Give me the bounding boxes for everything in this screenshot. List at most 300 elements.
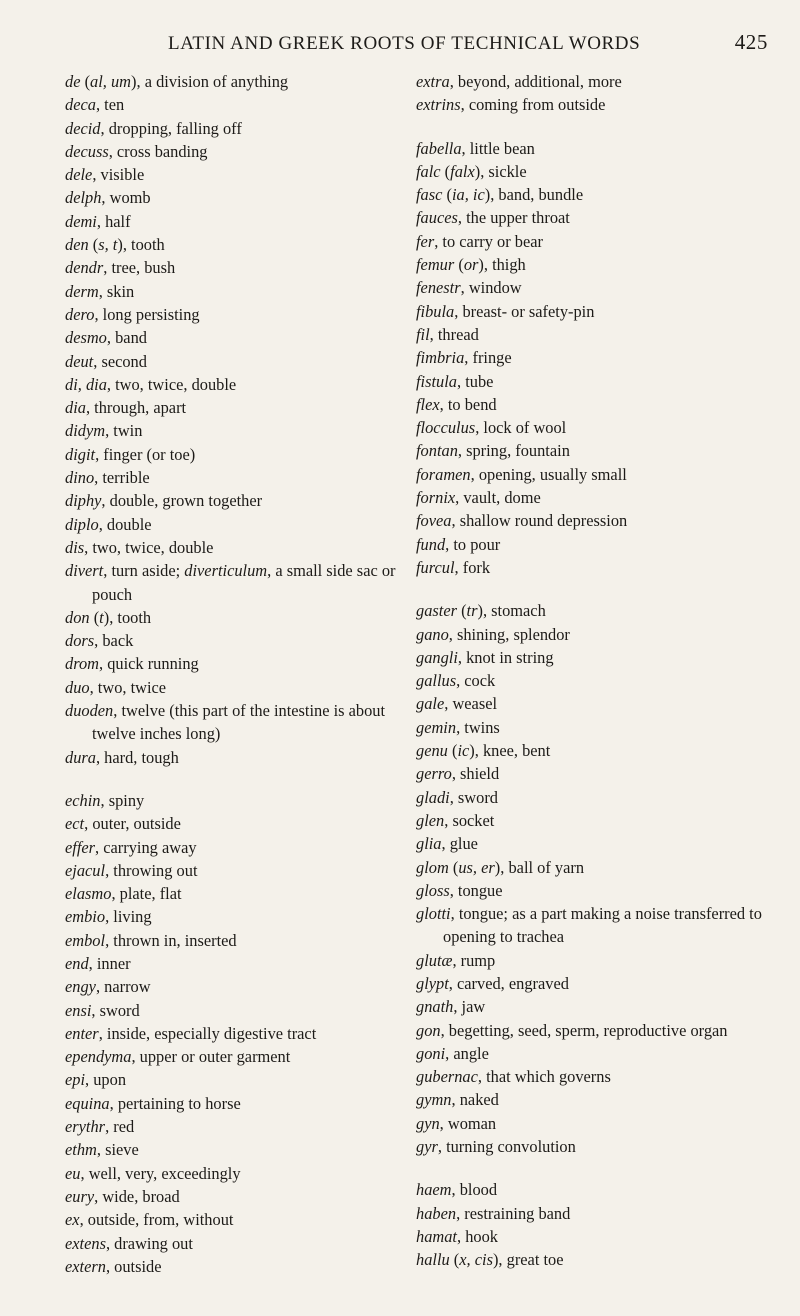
glossary-entry: embio, living <box>65 907 152 927</box>
glossary-entry: fimbria, fringe <box>416 348 512 368</box>
entry-term: demi <box>65 211 97 231</box>
entry-term: fer <box>416 231 435 251</box>
entry-definition: twelve (this part of the intestine is about twelve inches long) <box>92 701 386 744</box>
glossary-entry: eury, wide, broad <box>65 1186 180 1206</box>
glossary-entry: fauces, the upper throat <box>416 208 570 228</box>
entry-term: gubernac <box>416 1067 478 1087</box>
glossary-entry: gemin, twins <box>416 717 500 737</box>
glossary-entry: fovea, shallow round depression <box>416 511 628 531</box>
entry-term: digit <box>65 444 96 464</box>
entry-definition: carrying away <box>103 837 197 857</box>
entry-definition: thread <box>437 324 479 344</box>
glossary-entry: glypt, carved, engraved <box>416 973 569 993</box>
entry-definition: inner <box>96 953 131 973</box>
glossary-entry: decuss, cross banding <box>65 141 208 161</box>
glossary-entry: divert, turn aside; diverticulum, a small side sac or pouch <box>65 561 396 604</box>
entry-definition: stomach <box>491 601 546 621</box>
entry-term: eury <box>65 1186 95 1206</box>
glossary-entry: glen, socket <box>416 810 495 830</box>
entry-definition: pertaining to horse <box>117 1093 241 1113</box>
entry-variants: x, cis <box>459 1250 493 1270</box>
entry-variants: us, er <box>458 857 495 877</box>
glossary-entry: fistula, tube <box>416 371 494 391</box>
entry-variants: t <box>99 607 104 627</box>
entry-term: embol <box>65 930 106 950</box>
glossary-entry: fenestr, window <box>416 278 522 298</box>
glossary-entry: gale, weasel <box>416 694 498 714</box>
entry-definition: to pour <box>453 534 501 554</box>
entry-term: epi <box>65 1070 86 1090</box>
entry-term: gnath <box>416 997 454 1017</box>
entry-definition: outside <box>114 1256 162 1276</box>
entry-definition: back <box>102 631 134 651</box>
entry-definition: upon <box>93 1070 127 1090</box>
glossary-entry: erythr, red <box>65 1117 135 1137</box>
entry-term: gallus <box>416 671 457 691</box>
glossary-entry: hamat, hook <box>416 1226 498 1246</box>
entry-definition: twin <box>113 421 143 441</box>
entry-definition: thrown in, inserted <box>113 930 237 950</box>
glossary-entry: flocculus, lock of wool <box>416 418 567 438</box>
entry-term: fimbria <box>416 348 465 368</box>
glossary-entry: demi, half <box>65 211 131 231</box>
entry-definition: glue <box>449 834 478 854</box>
glossary-entry: enter, inside, especially digestive tract <box>65 1023 317 1043</box>
entry-definition: plate, flat <box>119 884 182 904</box>
entry-definition: twins <box>464 717 500 737</box>
entry-definition: finger (or toe) <box>103 444 196 464</box>
entry-term: deca <box>65 95 96 115</box>
entry-definition: shining, splendor <box>456 624 570 644</box>
entry-term: gon <box>416 1020 441 1040</box>
entry-term: hamat <box>416 1226 457 1246</box>
entry-definition: ten <box>104 95 125 115</box>
entry-term: extens <box>65 1233 106 1253</box>
entry-definition: hook <box>465 1226 498 1246</box>
glossary-entry: gnath, jaw <box>416 997 486 1017</box>
entry-term: fontan <box>416 441 458 461</box>
entry-definition: to carry or bear <box>442 231 543 251</box>
entry-variants: s, t <box>98 235 118 255</box>
entry-term: drom <box>65 654 99 674</box>
entry-term: derm <box>65 281 99 301</box>
glossary-entry: ependyma, upper or outer garment <box>65 1047 291 1067</box>
glossary-entry: fer, to carry or bear <box>416 231 543 251</box>
glossary-entry: dele, visible <box>65 165 145 185</box>
entry-definition: carved, engraved <box>456 973 569 993</box>
glossary-entry: de (al, um), a division of anything <box>65 72 289 91</box>
entry-term: dendr <box>65 258 104 278</box>
entry-definition: cock <box>464 671 496 691</box>
entry-term: fauces <box>416 208 458 228</box>
entry-term: dele <box>65 165 93 185</box>
entry-definition: half <box>105 211 131 231</box>
entry-definition: living <box>113 907 152 927</box>
entry-term: equina <box>65 1093 110 1113</box>
entry-term: gerro <box>416 764 452 784</box>
entry-term: fibula <box>416 301 455 321</box>
entry-term: gemin <box>416 717 457 737</box>
entry-definition: breast- or safety-pin <box>462 301 595 321</box>
entry-definition: begetting, seed, sperm, reproductive organ <box>448 1020 728 1040</box>
entry-term: glypt <box>416 973 449 993</box>
entry-definition: restraining band <box>464 1203 571 1223</box>
entry-definition: turning convolution <box>446 1137 576 1157</box>
entry-definition: spring, fountain <box>466 441 570 461</box>
entry-definition: jaw <box>461 997 486 1017</box>
glossary-entry: desmo, band <box>65 328 147 348</box>
entry-term: didym <box>65 421 106 441</box>
entry-term: flocculus <box>416 418 476 438</box>
entry-term: fund <box>416 534 446 554</box>
entry-definition: womb <box>109 188 151 208</box>
entry-definition: opening, usually small <box>478 464 627 484</box>
glossary-entry: gubernac, that which governs <box>416 1067 611 1087</box>
entry-definition: red <box>113 1117 135 1137</box>
glossary-entry: fund, to pour <box>416 534 501 554</box>
entry-definition: rump <box>460 950 496 970</box>
entry-term: gyn <box>416 1113 440 1133</box>
entry-term: dia <box>65 398 86 418</box>
section-gap <box>65 769 405 789</box>
entry-definition: long persisting <box>102 304 200 324</box>
entry-definition: great toe <box>506 1250 564 1270</box>
entry-term: dors <box>65 631 95 651</box>
entry-term: fasc <box>416 185 443 205</box>
glossary-entry: equina, pertaining to horse <box>65 1093 241 1113</box>
glossary-entry: digit, finger (or toe) <box>65 444 196 464</box>
entry-extra-definition: a small side sac or pouch <box>92 561 396 604</box>
glossary-entry: embol, thrown in, inserted <box>65 930 237 950</box>
entry-term: glutæ <box>416 950 453 970</box>
entry-term: fovea <box>416 511 452 531</box>
entry-term: fistula <box>416 371 457 391</box>
section-gap <box>416 1158 776 1178</box>
entry-term: duoden <box>65 701 114 721</box>
entry-definition: quick running <box>107 654 199 674</box>
glossary-entry: falc (falx), sickle <box>416 161 527 181</box>
entry-definition: woman <box>447 1113 497 1133</box>
entry-term: ensi <box>65 1000 92 1020</box>
entry-definition: cross banding <box>116 141 208 161</box>
entry-definition: tree, bush <box>111 258 176 278</box>
entry-term: end <box>65 953 89 973</box>
entry-definition: dropping, falling off <box>108 118 242 138</box>
entry-definition: weasel <box>452 694 498 714</box>
glossary-entry: gladi, sword <box>416 787 498 807</box>
glossary-entry: fontan, spring, fountain <box>416 441 570 461</box>
entry-definition: band <box>115 328 147 348</box>
entry-definition: sword <box>457 787 498 807</box>
glossary-entry: epi, upon <box>65 1070 127 1090</box>
glossary-entry: diplo, double <box>65 514 152 534</box>
entry-term: desmo <box>65 328 107 348</box>
entry-definition: two, twice, double <box>115 374 237 394</box>
glossary-entry: ejacul, throwing out <box>65 860 198 880</box>
entry-definition: turn aside; <box>111 561 181 581</box>
entry-term: gangli <box>416 647 458 667</box>
glossary-entry: di, dia, two, twice, double <box>65 374 237 394</box>
glossary-entry: haben, restraining band <box>416 1203 571 1223</box>
entry-definition: two, twice <box>97 677 167 697</box>
glossary-entry: didym, twin <box>65 421 143 441</box>
glossary-entry: gallus, cock <box>416 671 496 691</box>
entry-definition: visible <box>100 165 145 185</box>
entry-definition: lock of wool <box>483 418 567 438</box>
entry-term: de <box>65 72 81 91</box>
right-column <box>416 70 776 1272</box>
glossary-entry: decid, dropping, falling off <box>65 118 242 138</box>
entry-term: duo <box>65 677 90 697</box>
entry-term: glia <box>416 834 442 854</box>
entry-definition: sword <box>99 1000 140 1020</box>
glossary-entry: drom, quick running <box>65 654 199 674</box>
glossary-entry: extens, drawing out <box>65 1233 193 1253</box>
entry-term: fabella <box>416 138 462 158</box>
glossary-entry: fibula, breast- or safety-pin <box>416 301 595 321</box>
entry-term: elasmo <box>65 884 112 904</box>
entry-definition: that which governs <box>486 1067 611 1087</box>
glossary-entry: hallu (x, cis), great toe <box>416 1250 564 1270</box>
entry-term: decid <box>65 118 101 138</box>
glossary-entry: glia, glue <box>416 834 478 854</box>
glossary-entry: flex, to bend <box>416 394 497 414</box>
glossary-entry: fil, thread <box>416 324 479 344</box>
entry-term: dura <box>65 747 96 767</box>
entry-term: enter <box>65 1023 99 1043</box>
entry-definition: double, grown together <box>109 491 263 511</box>
glossary-entry: duo, two, twice <box>65 677 167 697</box>
entry-definition: through, apart <box>94 398 187 418</box>
entry-term: delph <box>65 188 102 208</box>
entry-term: echin <box>65 790 101 810</box>
entry-definition: shallow round depression <box>459 511 628 531</box>
entry-term: dis <box>65 537 85 557</box>
entry-term: gaster <box>416 601 457 621</box>
glossary-entry: glotti, tongue; as a part making a noise transferred to opening to trachea <box>416 904 762 947</box>
glossary-entry: furcul, fork <box>416 557 491 577</box>
entry-definition: well, very, exceedingly <box>88 1163 241 1183</box>
entry-variants: falx <box>450 161 475 181</box>
entry-definition: to bend <box>447 394 497 414</box>
entry-definition: skin <box>106 281 135 301</box>
page-number: 425 <box>734 30 768 54</box>
entry-term: erythr <box>65 1117 106 1137</box>
left-column <box>65 70 405 1278</box>
glossary-entry: fornix, vault, dome <box>416 488 541 508</box>
glossary-entry: elasmo, plate, flat <box>65 884 182 904</box>
glossary-entry: gaster (tr), stomach <box>416 601 546 621</box>
entry-term: fil <box>416 324 430 344</box>
entry-term: hallu <box>416 1250 450 1270</box>
glossary-entry: gyr, turning convolution <box>416 1137 576 1157</box>
entry-definition: fork <box>462 557 491 577</box>
glossary-entry: end, inner <box>65 953 131 973</box>
entry-definition: window <box>468 278 522 298</box>
glossary-entry: dendr, tree, bush <box>65 258 176 278</box>
glossary-entry: goni, angle <box>416 1043 489 1063</box>
entry-term: deut <box>65 351 94 371</box>
glossary-entry: don (t), tooth <box>65 607 152 627</box>
glossary-entry: glom (us, er), ball of yarn <box>416 857 585 877</box>
entry-definition: vault, dome <box>463 488 541 508</box>
glossary-entry: engy, narrow <box>65 977 151 997</box>
glossary-entry: gon, begetting, seed, sperm, reproductive organ <box>416 1020 728 1040</box>
entry-term: engy <box>65 977 96 997</box>
entry-term: genu <box>416 741 448 761</box>
entry-term: glen <box>416 810 445 830</box>
entry-definition: two, twice, double <box>92 537 214 557</box>
entry-term: goni <box>416 1043 446 1063</box>
entry-definition: throwing out <box>113 860 198 880</box>
entry-variants: ia, ic <box>451 185 485 205</box>
entry-term: divert <box>65 561 104 581</box>
entry-term: haem <box>416 1180 452 1200</box>
glossary-entry: fasc (ia, ic), band, bundle <box>416 185 584 205</box>
entry-term: dino <box>65 468 95 488</box>
glossary-entry: extra, beyond, additional, more <box>416 72 622 91</box>
entry-term: eu <box>65 1163 81 1183</box>
glossary-entry: diphy, double, grown together <box>65 491 263 511</box>
glossary-entry: extrins, coming from outside <box>416 95 606 115</box>
entry-term: embio <box>65 907 106 927</box>
glossary-entry: duoden, twelve (this part of the intestine is about twelve inches long) <box>65 701 386 744</box>
entry-definition: spiny <box>108 790 145 810</box>
entry-definition: fringe <box>472 348 512 368</box>
glossary-entry: ex, outside, from, without <box>65 1210 234 1230</box>
glossary-entry: ethm, sieve <box>65 1140 139 1160</box>
glossary-entry: deca, ten <box>65 95 125 115</box>
entry-term: gloss <box>416 880 450 900</box>
entry-term: den <box>65 235 89 255</box>
entry-term: foramen <box>416 464 471 484</box>
glossary-entry: genu (ic), knee, bent <box>416 741 551 761</box>
entry-term: fenestr <box>416 278 461 298</box>
glossary-entry: gerro, shield <box>416 764 500 784</box>
entry-term: ejacul <box>65 860 106 880</box>
entry-definition: double <box>106 514 152 534</box>
running-title: LATIN AND GREEK ROOTS OF TECHNICAL WORDS <box>168 33 641 54</box>
entry-definition: shield <box>460 764 500 784</box>
glossary-entry: effer, carrying away <box>65 837 197 857</box>
entry-term: falc <box>416 161 441 181</box>
entry-definition: tooth <box>131 235 165 255</box>
entry-term: ect <box>65 814 85 834</box>
glossary-entry: dero, long persisting <box>65 304 200 324</box>
entry-definition: outer, outside <box>92 814 181 834</box>
entry-term: decuss <box>65 141 109 161</box>
entry-definition: sieve <box>105 1140 139 1160</box>
glossary-entry: delph, womb <box>65 188 151 208</box>
entry-definition: beyond, additional, more <box>457 72 622 91</box>
entry-definition: tongue <box>457 880 503 900</box>
glossary-entry: dis, two, twice, double <box>65 537 214 557</box>
entry-definition: upper or outer garment <box>139 1047 291 1067</box>
entry-definition: second <box>101 351 147 371</box>
entry-definition: socket <box>452 810 495 830</box>
entry-definition: band, bundle <box>498 185 584 205</box>
entry-definition: outside, from, without <box>87 1210 234 1230</box>
glossary-entry: gymn, naked <box>416 1090 499 1110</box>
glossary-entry: derm, skin <box>65 281 135 301</box>
entry-variants: tr <box>466 601 478 621</box>
entry-term: ex <box>65 1210 80 1230</box>
glossary-entry: dors, back <box>65 631 134 651</box>
entry-definition: naked <box>459 1090 499 1110</box>
entry-term: di, dia <box>65 374 107 394</box>
section-gap <box>416 117 776 137</box>
entry-term: extra <box>416 72 450 91</box>
glossary-entry: gangli, knot in string <box>416 647 554 667</box>
glossary-entry: foramen, opening, usually small <box>416 464 627 484</box>
entry-term: flex <box>416 394 440 414</box>
entry-term: gale <box>416 694 445 714</box>
entry-definition: inside, especially digestive tract <box>106 1023 317 1043</box>
glossary-entry: femur (or), thigh <box>416 255 526 275</box>
glossary-entry: gano, shining, splendor <box>416 624 570 644</box>
entry-term: diphy <box>65 491 102 511</box>
entry-definition: wide, broad <box>102 1186 180 1206</box>
glossary-entry: fabella, little bean <box>416 138 535 158</box>
entry-term: dero <box>65 304 95 324</box>
glossary-entry: gloss, tongue <box>416 880 503 900</box>
glossary-entry: deut, second <box>65 351 147 371</box>
page-header <box>168 30 768 55</box>
entry-term: gymn <box>416 1090 452 1110</box>
entry-extra-term: diverticulum <box>184 561 268 581</box>
glossary-entry: ensi, sword <box>65 1000 140 1020</box>
entry-term: haben <box>416 1203 457 1223</box>
entry-term: extrins <box>416 95 461 115</box>
glossary-entry: echin, spiny <box>65 790 145 810</box>
entry-definition: the upper throat <box>466 208 570 228</box>
glossary-entry: dura, hard, tough <box>65 747 179 767</box>
entry-term: ethm <box>65 1140 97 1160</box>
entry-definition: ball of yarn <box>508 857 585 877</box>
entry-definition: coming from outside <box>468 95 606 115</box>
entry-term: extern <box>65 1256 106 1276</box>
entry-definition: hard, tough <box>104 747 179 767</box>
entry-term: femur <box>416 255 455 275</box>
glossary-entry: den (s, t), tooth <box>65 235 165 255</box>
glossary-entry: dino, terrible <box>65 468 150 488</box>
entry-term: glotti <box>416 904 451 924</box>
glossary-entry: extern, outside <box>65 1256 162 1276</box>
entry-term: gyr <box>416 1137 438 1157</box>
entry-definition: tongue; as a part making a noise transferred to opening to trachea <box>443 904 762 947</box>
entry-term: effer <box>65 837 96 857</box>
entry-definition: thigh <box>492 255 526 275</box>
entry-term: gladi <box>416 787 450 807</box>
entry-definition: angle <box>453 1043 489 1063</box>
entry-definition: terrible <box>102 468 150 488</box>
entry-definition: a division of anything <box>144 72 289 91</box>
entry-term: furcul <box>416 557 455 577</box>
section-gap <box>416 579 776 599</box>
entry-definition: knot in string <box>466 647 554 667</box>
entry-term: fornix <box>416 488 456 508</box>
glossary-entry: eu, well, very, exceedingly <box>65 1163 241 1183</box>
entry-variants: or <box>463 255 479 275</box>
glossary-entry: dia, through, apart <box>65 398 187 418</box>
entry-term: ependyma <box>65 1047 132 1067</box>
entry-variants: al, um <box>90 72 132 91</box>
entry-term: gano <box>416 624 449 644</box>
entry-term: glom <box>416 857 449 877</box>
entry-term: don <box>65 607 90 627</box>
entry-definition: sickle <box>488 161 527 181</box>
glossary-entry: gyn, woman <box>416 1113 497 1133</box>
